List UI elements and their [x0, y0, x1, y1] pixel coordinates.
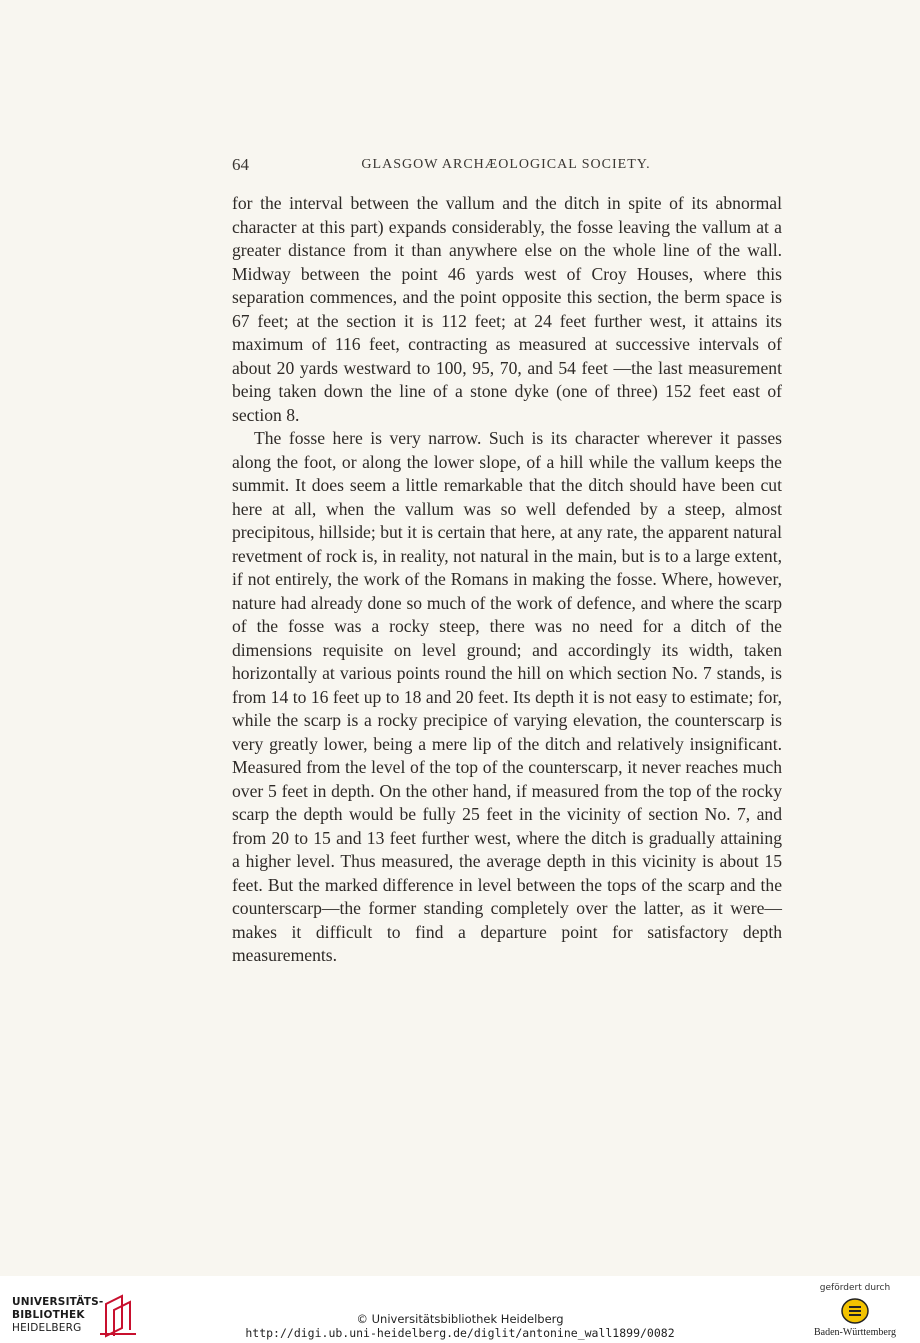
page-number: 64 — [232, 155, 249, 174]
journal-title: GLASGOW ARCHÆOLOGICAL SOCIETY. — [361, 157, 651, 172]
sponsor-block[interactable] — [800, 1280, 910, 1340]
sponsor-name: Baden-Württemberg — [813, 1327, 896, 1338]
library-name-line2: BIBLIOTHEK — [12, 1309, 85, 1321]
baden-wuerttemberg-crest-icon — [841, 1297, 869, 1325]
viewer-footer — [0, 1276, 920, 1343]
copyright-notice: © Universitätsbibliothek Heidelberg — [356, 1312, 564, 1326]
library-name-line3: HEIDELBERG — [12, 1322, 82, 1334]
paragraph-2: The fosse here is very narrow. Such is its character wherever it passes along the foot, or along the lower slope, of a hill while the vallum keeps the summit. It does seem a little remarkable that the ditch should have been cut here at all, when the vallum was so well defended by a steep, almost precipitous, hillside; but it is certain that here, at any rate, the apparent natural revetment of rock is, in reality, not natural in the main, but is to a large extent, if not entirely, the work of the Romans in making the fosse. Where, however, nature had already done so much of the work of defence, and where the scarp of the fosse was a rocky steep, there was no need for a ditch of the dimensions requisite on level ground; and accordingly its width, taken horizontally at various points round the hill on which section No. 7 stands, is from 14 to 16 feet up to 18 and 20 feet. Its depth it is not easy to estimate; for, while the scarp is a rocky precipice of varying elevation, the counterscarp is very greatly lower, being a mere lip of the ditch and relatively insignificant. Measured from the level of the top of the counterscarp, it never reaches much over 5 feet in depth. On the other hand, if measured from the top of the rocky scarp the depth would be fully 25 feet in the vicinity of section No. 7, and from 20 to 15 and 13 feet further west, where the ditch is gradually attaining a higher level. Thus measured, the average depth in this vicinity is about 15 feet. But the marked difference in level between the tops of the scarp and the counterscarp—the former standing completely over the latter, as it were—makes it difficult to find a departure point for satisfactory depth measurements. — [232, 428, 782, 965]
body-text — [232, 192, 782, 968]
paragraph-1: for the interval between the vallum and the ditch in spite of its abnormal character at this part) expands considerably, the fosse leaving the vallum at a greater distance from it than anywhere else on the whole line of the wall. Midway between the point 46 yards west of Croy Houses, where this separation commences, and the point opposite this section, the berm space is 67 feet; at the section it is 112 feet; at 24 feet further west, it attains its maximum of 116 feet, contracting as measured at successive intervals of about 20 yards westward to 100, 95, 70, and 54 feet —the last measurement being taken down the line of a stone dyke (one of three) 152 feet east of section 8. — [232, 193, 782, 425]
library-name-line1: UNIVERSITÄTS- — [12, 1296, 104, 1308]
permalink-url[interactable]: http://digi.ub.uni-heidelberg.de/diglit/antonine_wall1899/0082 — [245, 1326, 675, 1340]
running-head — [232, 155, 780, 177]
sponsor-label: gefördert durch — [819, 1283, 891, 1293]
